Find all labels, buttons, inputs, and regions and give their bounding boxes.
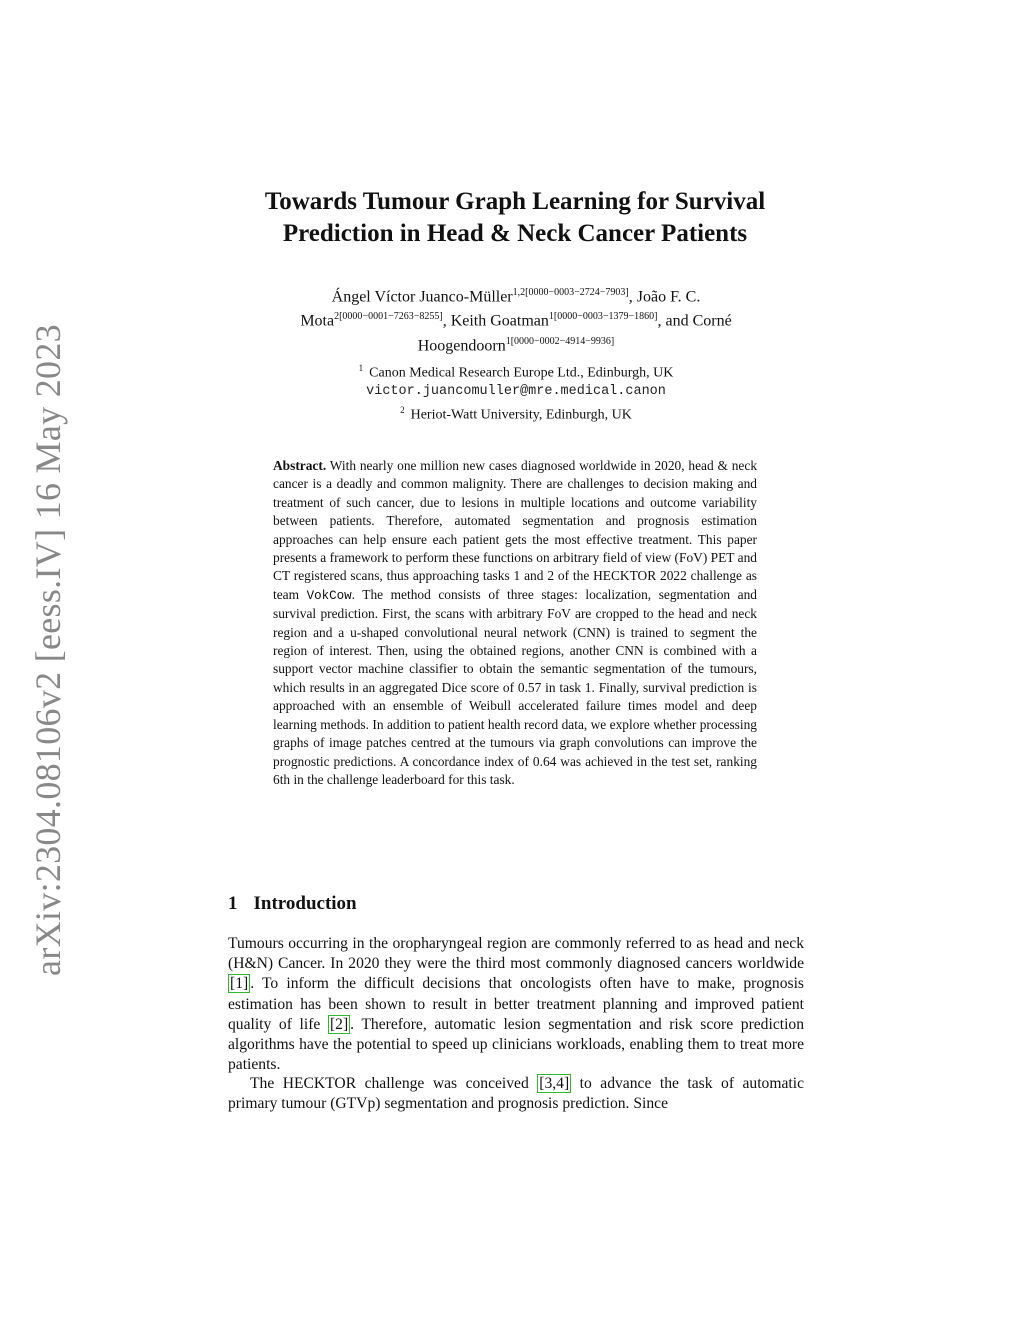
- author-2-orcid: 2[0000−0001−7263−8255]: [334, 311, 443, 323]
- team-name: VokCow: [306, 588, 352, 603]
- affiliation-1-number: 1: [358, 363, 364, 373]
- paper-title: [200, 186, 830, 250]
- citation-link-1[interactable]: [1]: [230, 975, 249, 993]
- intro-paragraph-2: [228, 1074, 804, 1114]
- section-number: 1: [228, 893, 238, 914]
- arxiv-stamp-text: arXiv:2304.08106v2 [eess.IV] 16 May 2023: [28, 324, 68, 976]
- abstract-text-2: . The method consists of three stages: localization, segmentation and survival prediction. First, the scans with arbitrary FoV are cropped to the head and neck region and a u-shaped convolutional neural network (CNN) is trained to segment the region of interest. Then, using the obtained regions, another CNN is combined with a support vector machine classifier to obtain the semantic segmentation of the tumours, which results in an aggregated Dice score of 0.57 in task 1. Finally, survival prediction is approached with an ensemble of Weibull accelerated failure times model and deep learning methods. In addition to patient health record data, we explore whether processing graphs of image patches centred at the tumours via graph convolutions can improve the prognostic predictions. A concordance index of 0.64 was achieved in the test set, ranking 6th in the challenge leaderboard for this task.: [273, 586, 757, 787]
- author-3-orcid: 1[0000−0003−1379−1860]: [548, 311, 658, 323]
- author-4-name: Hoogendoorn: [417, 336, 506, 354]
- paragraph-1-text-3: . Therefore, automatic lesion segmentation and risk score prediction algorithms have the potential to speed up clinicians workloads, enabling them to treat more patients.: [228, 1015, 804, 1074]
- affiliations: [228, 359, 804, 424]
- paragraph-1-text-2: . To inform the difficult decisions that oncologists often have to make, prognosis estimation has been shown to result in better treatment planning and improved patient quality of life: [228, 975, 804, 1033]
- affiliation-1-text: Canon Medical Research Europe Ltd., Edinburgh, UK: [369, 365, 674, 381]
- title-line-2: Prediction in Head & Neck Cancer Patients: [282, 220, 748, 247]
- affiliation-2-number: 2: [400, 404, 405, 415]
- citation-link-3-4[interactable]: [3,4]: [539, 1075, 570, 1092]
- paragraph-1-text-1: Tumours occurring in the oropharyngeal region are commonly referred to as head and neck (H&N) Cancer. In 2020 they were the third most commonly diagnosed cancers worldwide: [228, 935, 804, 973]
- intro-paragraph-1: [228, 934, 804, 1075]
- section-heading-introduction: [228, 893, 357, 915]
- citation-link-2[interactable]: [2]: [329, 1015, 349, 1033]
- author-4-orcid: 1[0000−0002−4914−9936]: [505, 335, 615, 347]
- affiliation-1: [228, 359, 804, 383]
- paragraph-2-text-1: The HECKTOR challenge was conceived: [250, 1075, 538, 1092]
- section-title: Introduction: [253, 893, 357, 914]
- author-1-name: Ángel Víctor Juanco-Müller: [331, 288, 513, 306]
- affiliation-2-text: Heriot-Watt University, Edinburgh, UK: [410, 407, 632, 423]
- author-list: [228, 283, 804, 356]
- abstract-label: Abstract.: [273, 458, 327, 473]
- author-separator-3: , and Corné: [657, 312, 732, 330]
- author-2-name: Mota: [300, 312, 335, 330]
- author-3-name: , Keith Goatman: [442, 312, 549, 330]
- arxiv-stamp: [18, 324, 78, 976]
- contact-email: victor.juancomuller@mre.medical.canon: [366, 383, 666, 399]
- paragraph-2-text-2: to advance the task of automatic primary tumour (GTVp) segmentation and prognosis prediction. Since: [228, 1075, 804, 1113]
- title-line-1: Towards Tumour Graph Learning for Survival: [264, 188, 766, 215]
- abstract-text-1: With nearly one million new cases diagnosed worldwide in 2020, head & neck cancer is a deadly and common malignity. There are challenges to decision making and treatment of such cancer, due to lesions in multiple locations and outcome variability between patients. Therefore, automated segmentation and prognosis estimation approaches can help ensure each patient gets the most effective treatment. This paper presents a framework to perform these functions on arbitrary field of view (FoV) PET and CT registered scans, thus approaching tasks 1 and 2 of the HECKTOR 2022 challenge as team: [273, 458, 758, 602]
- abstract: [273, 457, 757, 789]
- author-1-orcid: 1,2[0000−0003−2724−7903]: [512, 287, 629, 298]
- affiliation-2: [228, 401, 804, 425]
- author-separator-1: , João F. C.: [628, 288, 701, 306]
